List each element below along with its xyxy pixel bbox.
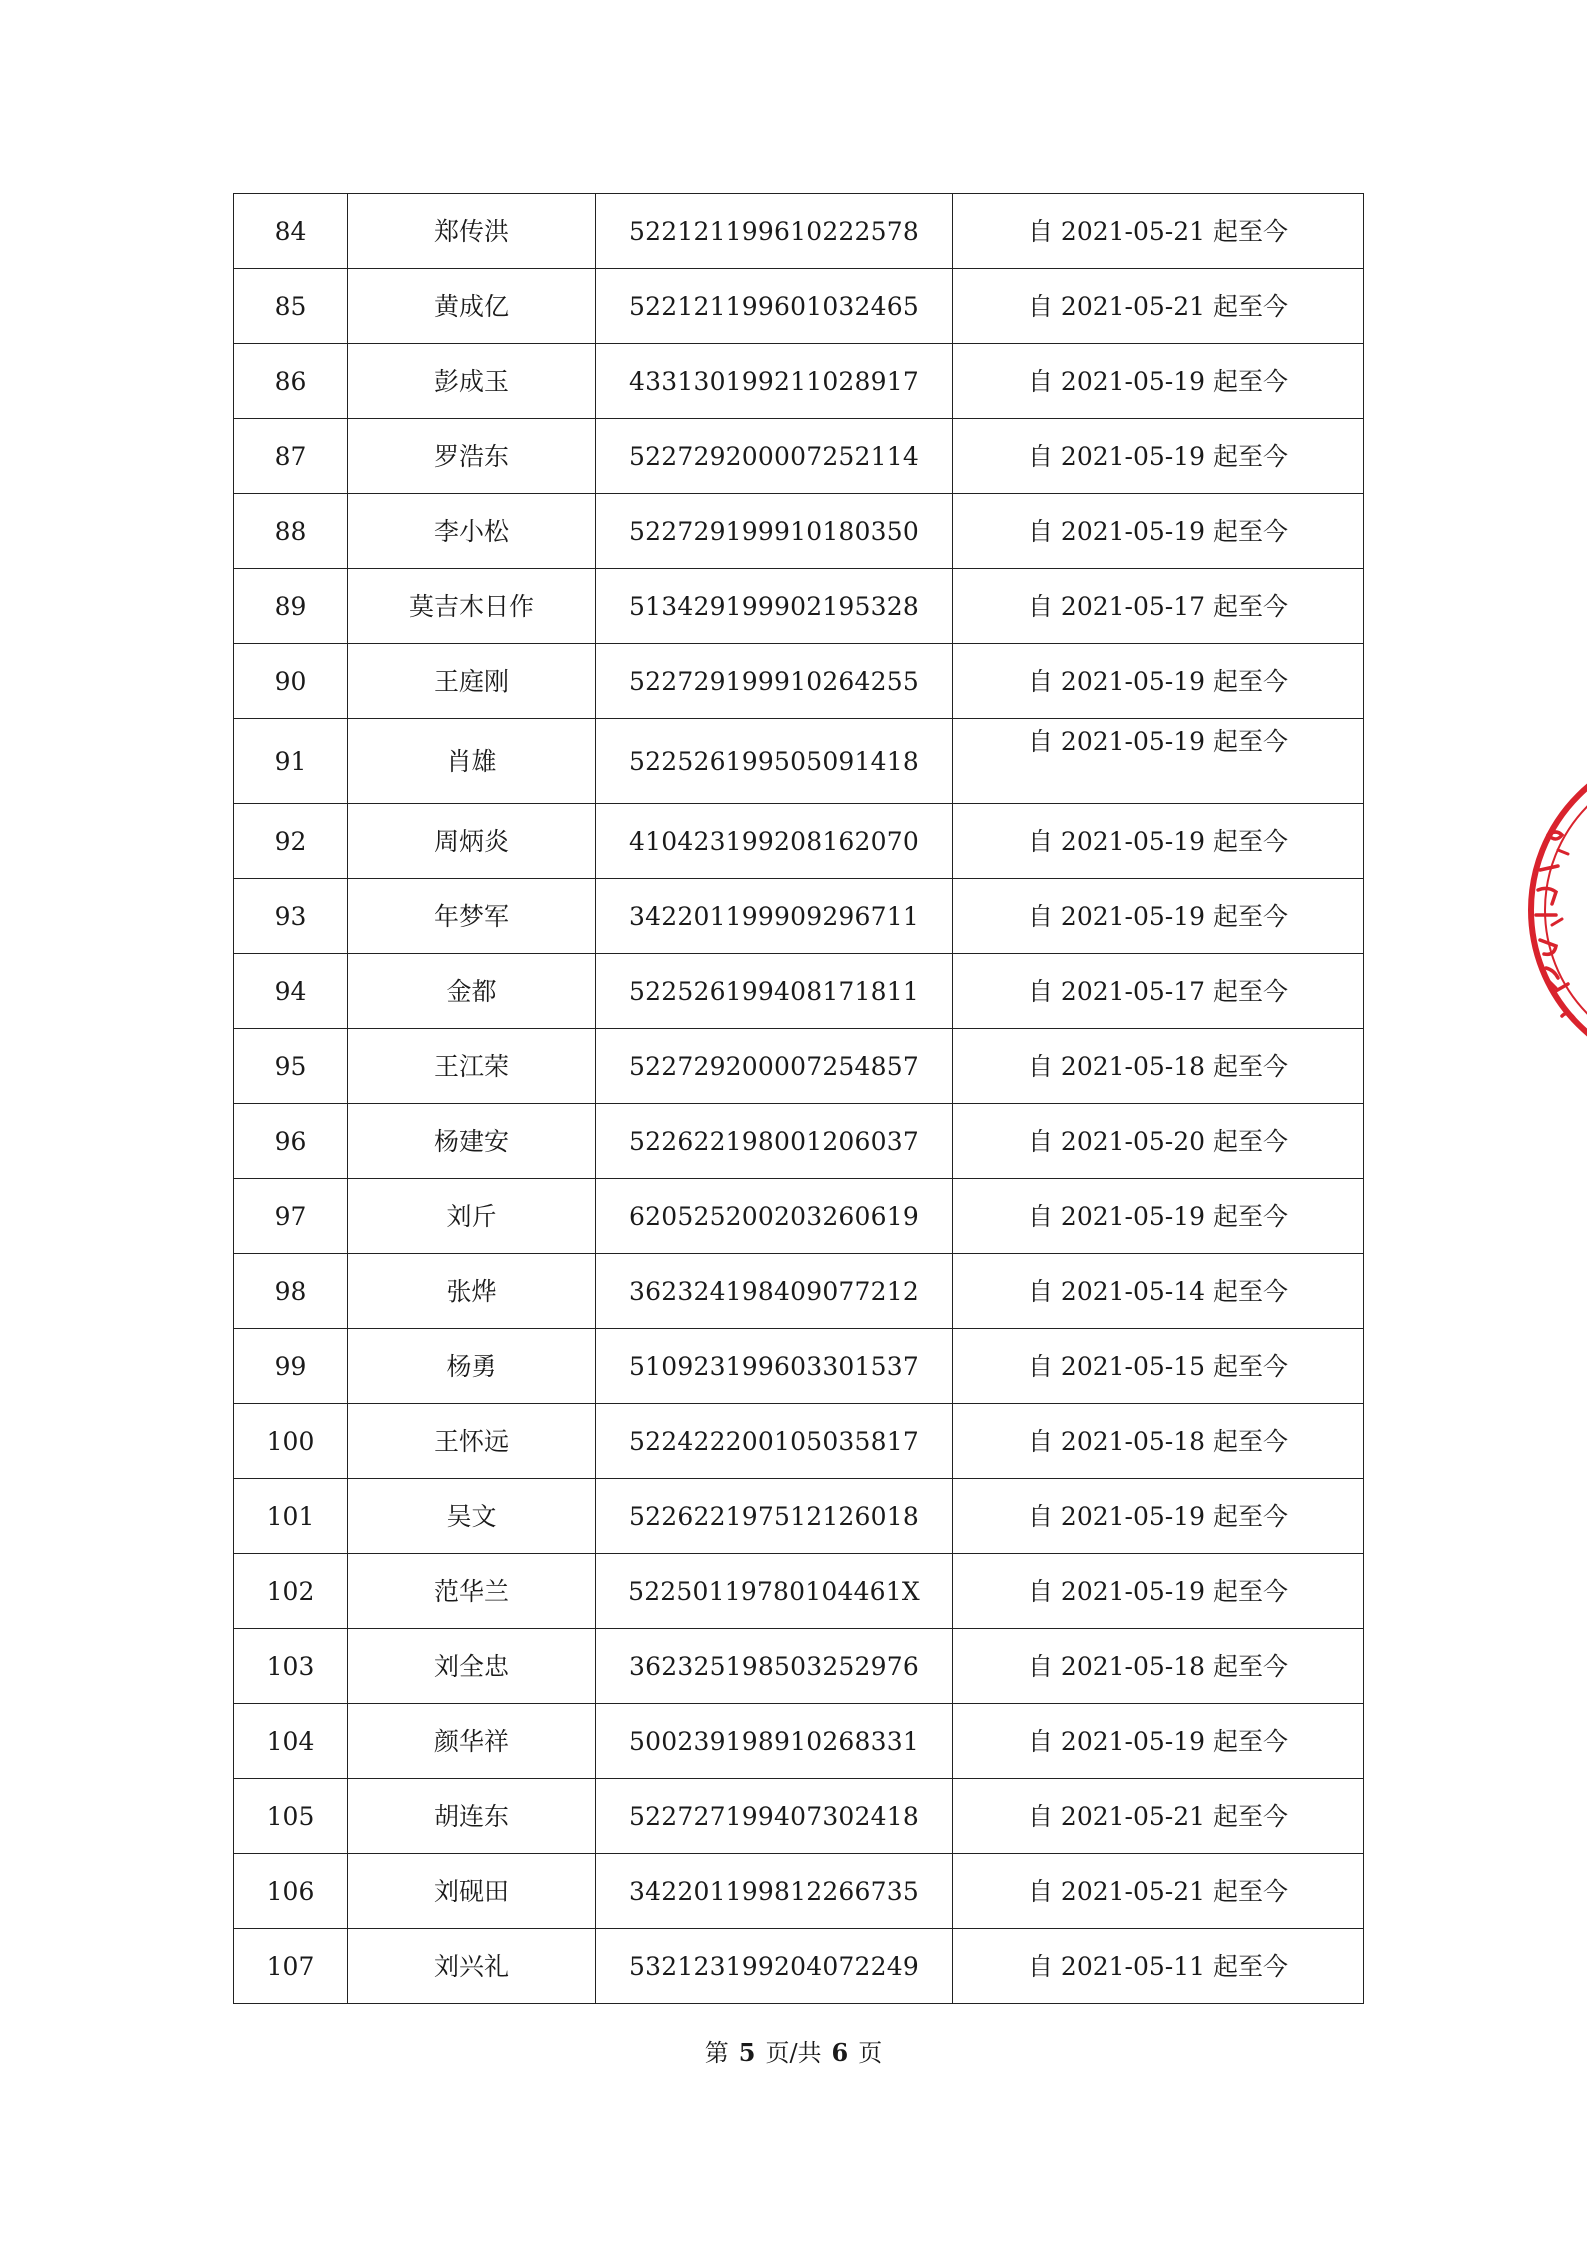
table-row (234, 1779, 1364, 1854)
name-cell: 肖雄 (348, 719, 596, 804)
page-footer (0, 2033, 1587, 2068)
name-cell: 李小松 (348, 494, 596, 569)
row-number-cell: 92 (234, 804, 348, 879)
name-cell: 金都 (348, 954, 596, 1029)
name-cell: 王怀远 (348, 1404, 596, 1479)
row-number-cell: 93 (234, 879, 348, 954)
row-number-cell: 94 (234, 954, 348, 1029)
row-number-cell: 87 (234, 419, 348, 494)
name-cell: 罗浩东 (348, 419, 596, 494)
name-cell: 郑传洪 (348, 194, 596, 269)
id-number-cell: 522729200007252114 (596, 419, 953, 494)
table-row (234, 1104, 1364, 1179)
row-number-cell: 105 (234, 1779, 348, 1854)
footer-prefix: 第 (704, 2039, 729, 2067)
row-number-cell: 101 (234, 1479, 348, 1554)
table-row (234, 804, 1364, 879)
id-number-cell: 433130199211028917 (596, 344, 953, 419)
table-row (234, 344, 1364, 419)
id-number-cell: 342201199812266735 (596, 1854, 953, 1929)
period-cell: 自 2021-05-21 起至今 (953, 1854, 1364, 1929)
id-number-cell: 620525200203260619 (596, 1179, 953, 1254)
id-number-cell: 532123199204072249 (596, 1929, 953, 2004)
name-cell: 王江荣 (348, 1029, 596, 1104)
name-cell: 吴文 (348, 1479, 596, 1554)
period-cell: 自 2021-05-19 起至今 (953, 344, 1364, 419)
table-row (234, 879, 1364, 954)
name-cell: 刘兴礼 (348, 1929, 596, 2004)
period-cell: 自 2021-05-20 起至今 (953, 1104, 1364, 1179)
period-cell: 自 2021-05-19 起至今 (953, 879, 1364, 954)
id-number-cell: 522121199601032465 (596, 269, 953, 344)
name-cell: 彭成玉 (348, 344, 596, 419)
row-number-cell: 98 (234, 1254, 348, 1329)
row-number-cell: 85 (234, 269, 348, 344)
table-row (234, 1179, 1364, 1254)
current-page-number: 5 (738, 2038, 756, 2067)
id-number-cell: 510923199603301537 (596, 1329, 953, 1404)
name-cell: 颜华祥 (348, 1704, 596, 1779)
table-row (234, 1929, 1364, 2004)
row-number-cell: 104 (234, 1704, 348, 1779)
row-number-cell: 100 (234, 1404, 348, 1479)
period-cell: 自 2021-05-17 起至今 (953, 569, 1364, 644)
name-cell: 范华兰 (348, 1554, 596, 1629)
period-cell: 自 2021-05-17 起至今 (953, 954, 1364, 1029)
period-cell: 自 2021-05-15 起至今 (953, 1329, 1364, 1404)
table-row (234, 194, 1364, 269)
period-cell: 自 2021-05-21 起至今 (953, 269, 1364, 344)
table-row (234, 954, 1364, 1029)
row-number-cell: 97 (234, 1179, 348, 1254)
table-row (234, 1629, 1364, 1704)
id-number-cell: 522121199610222578 (596, 194, 953, 269)
table-row (234, 1404, 1364, 1479)
row-number-cell: 103 (234, 1629, 348, 1704)
period-cell: 自 2021-05-21 起至今 (953, 1779, 1364, 1854)
id-number-cell: 522622197512126018 (596, 1479, 953, 1554)
id-number-cell: 522526199505091418 (596, 719, 953, 804)
row-number-cell: 90 (234, 644, 348, 719)
id-number-cell: 522422200105035817 (596, 1404, 953, 1479)
id-number-cell: 522727199407302418 (596, 1779, 953, 1854)
id-number-cell: 522729200007254857 (596, 1029, 953, 1104)
name-cell: 王庭刚 (348, 644, 596, 719)
table-row (234, 269, 1364, 344)
period-cell: 自 2021-05-19 起至今 (953, 1554, 1364, 1629)
row-number-cell: 99 (234, 1329, 348, 1404)
name-cell: 刘砚田 (348, 1854, 596, 1929)
period-cell: 自 2021-05-19 起至今 (953, 804, 1364, 879)
id-number-cell: 522729199910180350 (596, 494, 953, 569)
period-cell: 自 2021-05-19 起至今 (953, 419, 1364, 494)
row-number-cell: 89 (234, 569, 348, 644)
table-row (234, 1554, 1364, 1629)
table-row (234, 1329, 1364, 1404)
name-cell: 杨建安 (348, 1104, 596, 1179)
row-number-cell: 102 (234, 1554, 348, 1629)
name-cell: 莫吉木日作 (348, 569, 596, 644)
period-cell: 自 2021-05-19 起至今 (953, 1704, 1364, 1779)
name-cell: 周炳炎 (348, 804, 596, 879)
row-number-cell: 107 (234, 1929, 348, 2004)
period-cell: 自 2021-05-11 起至今 (953, 1929, 1364, 2004)
table-row (234, 719, 1364, 804)
footer-suffix: 页 (858, 2039, 883, 2067)
period-cell: 自 2021-05-19 起至今 (953, 719, 1364, 804)
table-row (234, 1479, 1364, 1554)
period-cell: 自 2021-05-18 起至今 (953, 1629, 1364, 1704)
name-cell: 黄成亿 (348, 269, 596, 344)
row-number-cell: 84 (234, 194, 348, 269)
table-row (234, 1029, 1364, 1104)
period-cell: 自 2021-05-19 起至今 (953, 494, 1364, 569)
id-number-cell: 513429199902195328 (596, 569, 953, 644)
official-seal (1518, 740, 1587, 1080)
id-number-cell: 522729199910264255 (596, 644, 953, 719)
table-row (234, 569, 1364, 644)
period-cell: 自 2021-05-14 起至今 (953, 1254, 1364, 1329)
id-number-cell: 362325198503252976 (596, 1629, 953, 1704)
period-cell: 自 2021-05-19 起至今 (953, 644, 1364, 719)
row-number-cell: 106 (234, 1854, 348, 1929)
period-cell: 自 2021-05-18 起至今 (953, 1029, 1364, 1104)
personnel-table-body (234, 194, 1364, 2004)
id-number-cell: 522526199408171811 (596, 954, 953, 1029)
period-cell: 自 2021-05-21 起至今 (953, 194, 1364, 269)
total-page-number: 6 (831, 2038, 849, 2067)
name-cell: 张烨 (348, 1254, 596, 1329)
personnel-table (233, 193, 1364, 2004)
name-cell: 刘全忠 (348, 1629, 596, 1704)
row-number-cell: 95 (234, 1029, 348, 1104)
table-row (234, 1704, 1364, 1779)
table-row (234, 644, 1364, 719)
period-cell: 自 2021-05-19 起至今 (953, 1479, 1364, 1554)
period-cell: 自 2021-05-18 起至今 (953, 1404, 1364, 1479)
id-number-cell: 362324198409077212 (596, 1254, 953, 1329)
row-number-cell: 91 (234, 719, 348, 804)
table-row (234, 1854, 1364, 1929)
name-cell: 杨勇 (348, 1329, 596, 1404)
name-cell: 刘斤 (348, 1179, 596, 1254)
name-cell: 胡连东 (348, 1779, 596, 1854)
table-row (234, 494, 1364, 569)
id-number-cell: 410423199208162070 (596, 804, 953, 879)
period-cell: 自 2021-05-19 起至今 (953, 1179, 1364, 1254)
footer-middle: 页/共 (765, 2039, 822, 2067)
id-number-cell: 522622198001206037 (596, 1104, 953, 1179)
id-number-cell: 500239198910268331 (596, 1704, 953, 1779)
table-row (234, 1254, 1364, 1329)
id-number-cell: 52250119780104461X (596, 1554, 953, 1629)
name-cell: 年梦军 (348, 879, 596, 954)
row-number-cell: 88 (234, 494, 348, 569)
id-number-cell: 342201199909296711 (596, 879, 953, 954)
seal-outer-ring (1531, 748, 1587, 1072)
row-number-cell: 86 (234, 344, 348, 419)
row-number-cell: 96 (234, 1104, 348, 1179)
table-row (234, 419, 1364, 494)
